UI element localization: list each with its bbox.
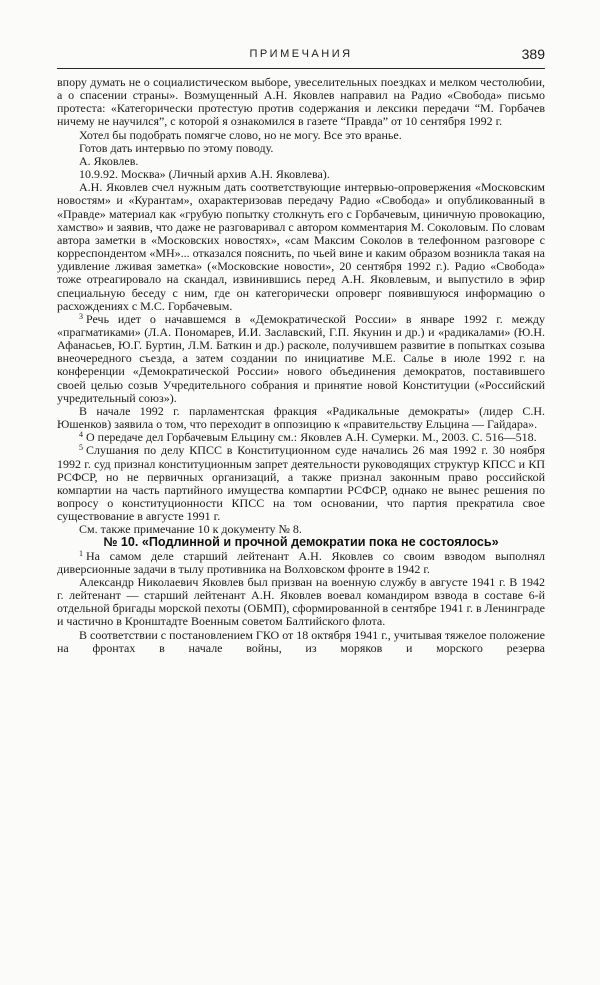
note-paragraph bbox=[57, 550, 545, 576]
note-paragraph bbox=[57, 629, 545, 655]
running-head bbox=[57, 46, 545, 69]
footnote-marker: 3 bbox=[79, 311, 83, 321]
note-paragraph bbox=[57, 405, 545, 431]
note-paragraph bbox=[57, 444, 545, 523]
note-paragraph bbox=[57, 576, 545, 629]
running-head-title: ПРИМЕЧАНИЯ bbox=[249, 48, 353, 60]
notes-text-block bbox=[57, 76, 545, 655]
note-paragraph-text: Хотел бы подобрать помягче слово, но не могу. Все это вранье. bbox=[79, 127, 402, 142]
note-paragraph bbox=[57, 181, 545, 313]
note-paragraph-text: Речь идет о начавшемся в «Демократической России» в январе 1992 г. между «прагматиками» (Л.А. Пономарев, И.И. Заславский, Г.П. Якунин и др.) и «радикалами» (Ю.Н. Афанасьев, Ю.Г. Буртин, Л.М. Баткин и др.) расколе, получившем развитие в попытках созыва внеочередного съезда, а затем создании по инициативе М.Е. Салье в июле 1992 г. на конференции «Демократической России» нового объединения демократов, поставившего своей целью созыв Учредительного собрания и принятие новой Конституции («Российский учредительный союз»). bbox=[57, 311, 545, 405]
note-paragraph-text: Готов дать интервью по этому поводу. bbox=[79, 140, 274, 155]
note-paragraph bbox=[57, 313, 545, 405]
note-paragraph bbox=[57, 76, 545, 129]
book-page bbox=[0, 46, 600, 985]
footnote-marker: 5 bbox=[79, 443, 83, 453]
note-paragraph-text: См. также примечание 10 к документу № 8. bbox=[79, 522, 302, 537]
page-number: 389 bbox=[521, 46, 545, 62]
note-paragraph-text: На самом деле старший лейтенант А.Н. Яковлев со своим взводом выполнял диверсионные задачи в тылу противника на Волховском фронте в 1942 г. bbox=[57, 548, 545, 576]
note-paragraph-text: Александр Николаевич Яковлев был призван на военную службу в августе 1941 г. В 1942 г. лейтенант — старший лейтенант А.Н. Яковлев воевал командиром взвода в составе 6-й отдельной бригады морской пехоты (ОБМП), сформированной в сентябре 1941 г. в Ленинграде и частично в Кронштадте Военным советом Балтийского флота. bbox=[57, 574, 546, 629]
footnote-marker: 4 bbox=[79, 430, 83, 440]
note-paragraph-text: впору думать не о социалистическом выборе, увеселительных поездках и мелком честолюбии, а о спасении страны». Возмущенный А.Н. Яковлев направил на Радио «Свобода» письмо протеста: «Категорически протестую против содержания и лексики передачи “М. Горбачев ничему не научился”, с которой я ознакомился в газете “Правда” от 10 сентября 1992 г. bbox=[57, 75, 545, 129]
note-paragraph-text: А.Н. Яковлев счел нужным дать соответствующие интервью-опровержения «Московским новостям» и «Курантам», охарактеризовав передачу Радио «Свобода» и опубликованный в «Правде» материал как «грубую попытку столкнуть его с Горбачевым, циничную провокацию, хамство» и заявив, что даже не разговаривал с автором комментария М. Соколовым. По словам автора заметки в «Московских новостях», «сам Максим Соколов в телефонном разговоре с корреспондентом «МН»... отказался пояснить, по чьей вине и каким образом возникла такая на удивление лживая заметка» («Московские новости», 20 сентября 1992 г.). Радио «Свобода» тоже отреагировало на скандал, извинившись перед А.Н. Яковлевым, и выпустило в эфир специальную беседу с ним, где он категорически опроверг появившуюся информацию о расхождениях с М.С. Горбачевым. bbox=[57, 180, 545, 313]
document-heading: № 10. «Подлинной и прочной демократии пока не состоялось» bbox=[103, 535, 499, 550]
footnote-marker: 1 bbox=[79, 548, 83, 558]
note-paragraph-text: Слушания по делу КПСС в Конституционном суде начались 26 мая 1992 г. 30 ноября 1992 г. суд признал конституционным запрет деятельности руководящих структур КПСС и КП РСФСР, но не первичных организаций, а также признал законным право российской компартии на часть партийного имущества компартии РСФСР, однако не вынес решения по вопросу о конституционности КПСС на том основании, что партия прекратила свое существование в августе 1991 г. bbox=[57, 443, 545, 524]
note-paragraph-text: 10.9.92. Москва» (Личный архив А.Н. Яковлева). bbox=[79, 167, 330, 182]
note-paragraph-text: А. Яковлев. bbox=[79, 153, 139, 168]
note-paragraph-text: В соответствии с постановлением ГКО от 18 октября 1941 г., учитывая тяжелое положение на фронтах в начале войны, из моряков и морского резерва bbox=[57, 627, 545, 655]
note-paragraph-text: О передаче дел Горбачевым Ельцину см.: Яковлев А.Н. Сумерки. М., 2003. С. 516—518. bbox=[86, 430, 537, 445]
note-paragraph-text: В начале 1992 г. парламентская фракция «Радикальные демократы» (лидер С.Н. Юшенков) заявила о том, что переходит в оппозицию к «правительству Ельцина — Гайдара». bbox=[57, 403, 545, 432]
